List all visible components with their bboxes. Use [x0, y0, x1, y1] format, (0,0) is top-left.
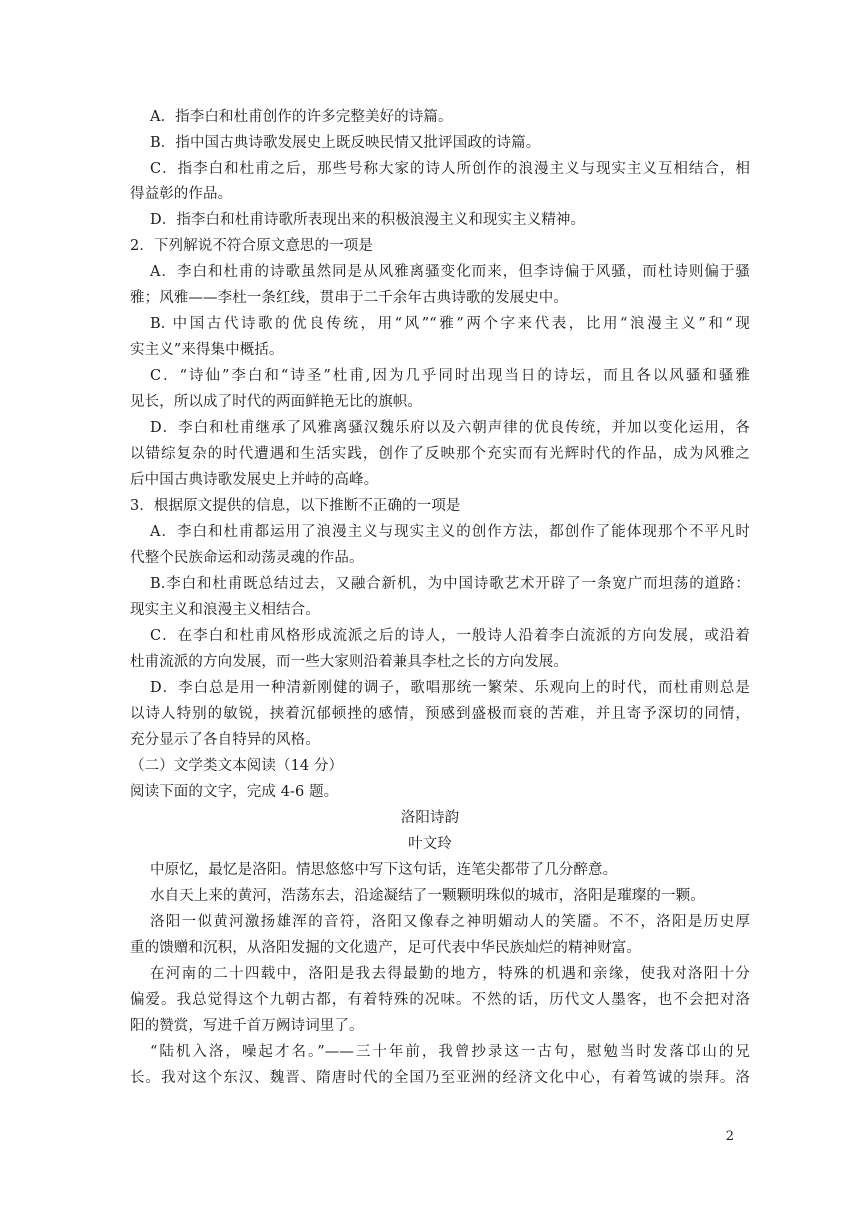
- essay-paragraph-5-line1: “陆机入洛，噪起才名。”——三十年前，我曾抄录这一古句，慰勉当时发落邙山的兄: [150, 1044, 750, 1060]
- q3-option-a-line2: 代整个民族命运和动荡灵魂的作品。: [130, 550, 364, 566]
- q3-option-d-line1: D．李白总是用一种清新刚健的调子，歌唱那统一繁荣、乐观向上的时代，而杜甫则总是: [150, 680, 750, 696]
- q2-option-b-line1: B. 中国古代诗歌的优良传统，用“风”“雅”两个字来代表，比用“浪漫主义”和“现: [150, 316, 750, 332]
- section-instruction: 阅读下面的文字，完成 4-6 题。: [130, 784, 339, 800]
- q3-option-c-line1: C．在李白和杜甫风格形成流派之后的诗人，一般诗人沿着李白流派的方向发展，或沿着: [150, 628, 750, 644]
- q2-option-d-line1: D．李白和杜甫继承了风雅离骚汉魏乐府以及六朝声律的优良传统，并加以变化运用，各: [150, 420, 750, 436]
- essay-paragraph-5-line2: 长。我对这个东汉、魏晋、隋唐时代的全国乃至亚洲的经济文化中心，有着笃诚的崇拜。洛: [130, 1070, 750, 1086]
- q3-option-d-line2: 以诗人特别的敏锐，挟着沉郁顿挫的感情，预感到盛极而衰的苦难，并且寄予深切的同情，: [130, 706, 750, 722]
- page-number: 2: [725, 1129, 734, 1144]
- essay-paragraph-4-line3: 阳的赞赏，写进千首万阙诗词里了。: [130, 1018, 364, 1034]
- q1-option-b: B．指中国古典诗歌发展史上既反映民情又批评国政的诗篇。: [150, 135, 541, 151]
- q2-option-a-line2: 雅；风雅——李杜一条红线，贯串于二千余年古典诗歌的发展史中。: [130, 290, 568, 306]
- q3-option-b-line1: B.李白和杜甫既总结过去，又融合新机，为中国诗歌艺术开辟了一条宽广而坦荡的道路：: [150, 576, 750, 592]
- essay-title: 洛阳诗韵: [400, 810, 460, 826]
- section-heading: （二）文学类文本阅读（14 分）: [130, 758, 344, 774]
- q1-option-a: A．指李白和杜甫创作的许多完整美好的诗篇。: [150, 109, 453, 125]
- q2-option-a-line1: A．李白和杜甫的诗歌虽然同是从风雅离骚变化而来，但李诗偏于风骚，而杜诗则偏于骚: [150, 264, 750, 280]
- q2-option-d-line3: 后中国古典诗歌发展史上并峙的高峰。: [130, 472, 379, 488]
- q3-option-c-line2: 杜甫流派的方向发展，而一些大家则沿着兼具李杜之长的方向发展。: [130, 654, 568, 670]
- q2-option-b-line2: 实主义”来得集中概括。: [130, 342, 284, 358]
- q3-stem: 3．根据原文提供的信息，以下推断不正确的一项是: [130, 498, 461, 514]
- essay-paragraph-4-line2: 偏爱。我总觉得这个九朝古都，有着特殊的况味。不然的话，历代文人墨客，也不会把对洛: [130, 992, 750, 1008]
- q2-option-c-line2: 见长，所以成了时代的两面鲜艳无比的旗帜。: [130, 394, 422, 410]
- essay-paragraph-3-line2: 重的馈赠和沉积，从洛阳发掘的文化遗产，足可代表中华民族灿烂的精神财富。: [130, 940, 641, 956]
- essay-author: 叶文玲: [408, 836, 452, 852]
- essay-paragraph-2: 水自天上来的黄河，浩荡东去，沿途凝结了一颗颗明珠似的城市，洛阳是璀璨的一颗。: [150, 888, 705, 904]
- q3-option-d-line3: 充分显示了各自特异的风格。: [130, 732, 320, 748]
- q3-option-b-line2: 现实主义和浪漫主义相结合。: [130, 602, 320, 618]
- q2-option-d-line2: 以错综复杂的时代遭遇和生活实践，创作了反映那个充实而有光辉时代的作品，成为风雅之: [130, 446, 750, 462]
- q3-option-a-line1: A．李白和杜甫都运用了浪漫主义与现实主义的创作方法，都创作了能体现那个不平凡时: [150, 524, 750, 540]
- q2-option-c-line1: C．“诗仙”李白和“诗圣”杜甫,因为几乎同时出现当日的诗坛，而且各以风骚和骚雅: [150, 368, 750, 384]
- q2-stem: 2．下列解说不符合原文意思的一项是: [130, 238, 373, 254]
- essay-paragraph-4-line1: 在河南的二十四载中，洛阳是我去得最勤的地方，特殊的机遇和亲缘，使我对洛阳十分: [150, 966, 750, 982]
- q1-option-c-line2: 得益彰的作品。: [130, 186, 233, 202]
- q1-option-d: D．指李白和杜甫诗歌所表现出来的积极浪漫主义和现实主义精神。: [150, 212, 586, 228]
- essay-paragraph-1: 中原忆，最忆是洛阳。情思悠悠中写下这句话，连笔尖都带了几分醉意。: [150, 862, 618, 878]
- q1-option-c-line1: C．指李白和杜甫之后，那些号称大家的诗人所创作的浪漫主义与现实主义互相结合，相: [150, 161, 750, 177]
- essay-paragraph-3-line1: 洛阳一似黄河激扬雄浑的音符，洛阳又像春之神明媚动人的笑靥。不不，洛阳是历史厚: [150, 914, 750, 930]
